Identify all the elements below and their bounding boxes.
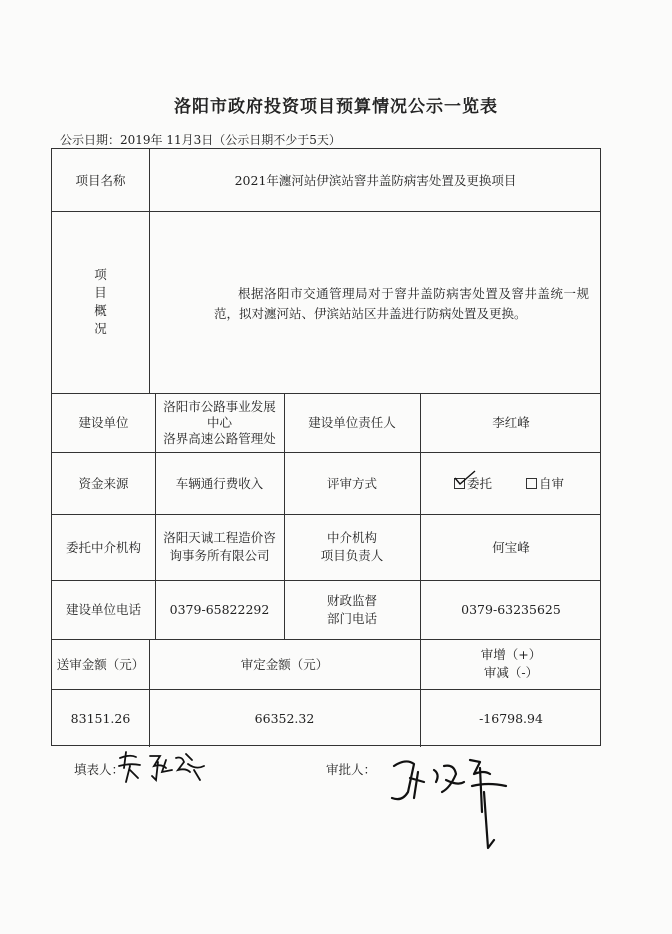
agency-value-line: 洛阳天诚工程造价咨 — [163, 530, 276, 545]
agency-person-label — [284, 514, 420, 580]
approver-signature — [384, 752, 519, 858]
overview-label-char: 况 — [94, 321, 107, 336]
change-amount-label-line: 审增（+） — [480, 647, 542, 662]
approver-label: 审批人： — [326, 762, 377, 777]
finance-phone-label-line: 部门电话 — [326, 610, 377, 626]
review-option-entrust[interactable] — [454, 475, 492, 492]
builder-value-line: 洛界高速公路管理处 — [163, 430, 276, 446]
builder-value-line: 洛阳市公路事业发展 — [163, 398, 276, 414]
submitted-amount-label: 送审金额（元） — [56, 656, 145, 672]
project-name-value: 2021年瀍河站伊滨站窨井盖防病害处置及更换项目 — [234, 172, 517, 188]
overview-label-char: 概 — [94, 303, 107, 318]
overview-label-char: 项 — [94, 267, 107, 282]
publish-date: 公示日期：2019年 11月3日（公示日期不少于5天） — [60, 133, 341, 147]
builder-value — [155, 393, 284, 452]
change-amount-label — [420, 639, 602, 689]
info-table — [51, 148, 601, 746]
approved-amount-value: 66352.32 — [254, 710, 315, 726]
agency-person-label-line: 项目负责人 — [320, 548, 384, 563]
funding-value: 车辆通行费收入 — [175, 475, 264, 491]
entrust-checkbox[interactable] — [454, 478, 465, 489]
checkmark-icon — [453, 470, 479, 490]
change-amount-label-line: 审减（-） — [483, 665, 539, 680]
builder-person-label: 建设单位责任人 — [308, 415, 396, 430]
agency-label: 委托中介机构 — [65, 539, 141, 555]
finance-phone-label-line: 财政监督 — [326, 592, 377, 608]
builder-person-value: 李红峰 — [492, 415, 530, 430]
finance-phone-label — [284, 580, 420, 639]
overview-label-char: 目 — [94, 285, 107, 300]
agency-person-label-line: 中介机构 — [326, 530, 377, 545]
builder-value-line: 中心 — [206, 414, 232, 430]
finance-phone-value: 0379-63235625 — [461, 602, 561, 617]
builder-label: 建设单位 — [78, 415, 129, 430]
project-name-label: 项目名称 — [75, 172, 126, 188]
project-overview-text: 根据洛阳市交通管理局对于窨井盖防病害处置及窨井盖统一规范，拟对瀍河站、伊滨站站区井盖进行防病处置及更换。 — [214, 286, 589, 321]
builder-phone-label: 建设单位电话 — [65, 602, 141, 617]
approved-amount-label: 审定金额（元） — [240, 656, 329, 672]
review-option-self[interactable] — [526, 475, 564, 492]
funding-label: 资金来源 — [78, 475, 129, 491]
agency-value — [155, 514, 284, 580]
filler-label: 填表人： — [74, 762, 125, 777]
builder-phone-value: 0379-65822292 — [169, 602, 270, 617]
self-review-checkbox[interactable] — [526, 478, 537, 489]
entrust-label: 委托 — [467, 475, 493, 491]
self-review-label: 自审 — [539, 475, 565, 491]
project-overview-label — [52, 211, 149, 393]
review-method-options — [420, 452, 602, 514]
agency-person-value: 何宝峰 — [492, 539, 530, 555]
change-amount-value: -16798.94 — [479, 710, 543, 726]
page-title: 洛阳市政府投资项目预算情况公示一览表 — [174, 97, 498, 117]
agency-value-line: 询事务所有限公司 — [169, 548, 270, 563]
filler-signature — [116, 748, 208, 786]
review-method-label: 评审方式 — [326, 475, 377, 491]
submitted-amount-value: 83151.26 — [70, 710, 131, 726]
